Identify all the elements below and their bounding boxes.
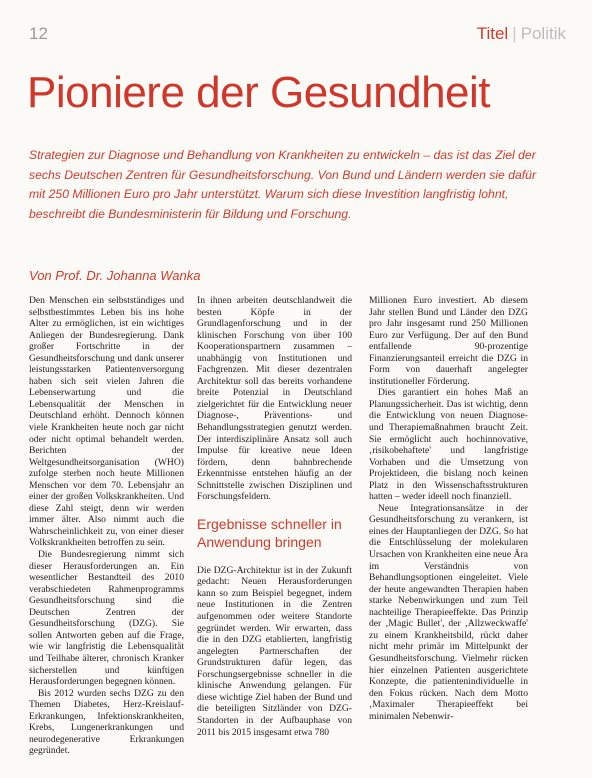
subsection-name: Politik [520,24,566,43]
paragraph: Den Menschen ein selbstständiges und selbstbestimmtes Leben bis ins hohe Alter zu ermöglichen, ist ein wichtiges Anliegen der Bundesregierung. Dank großer Fortschritte in der Gesundheitsforschung und dank unserer leistungsstarken Patientenversorgung haben sich seit vielen Jahren die Lebenserwartung und die Lebensqualität der Menschen in Deutschland erhöht. Dennoch können viele Krankheiten heute noch gar nicht oder nicht optimal behandelt werden. Berichten der Weltgesundheitsorganisation (WHO) zufolge sterben noch heute Millionen Menschen vor dem 70. Lebensjahr an einer der großen Volkskrankheiten. Und diese Zahl steigt, denn wir werden immer älter. Also nimmt auch die Wahrscheinlichkeit zu, von einer dieser Volkskrankheiten betroffen zu sein. [29,295,184,549]
section-label [477,24,566,44]
section-name: Titel [476,24,509,43]
paragraph: Neue Integrationsansätze in der Gesundheitsforschung zu verankern, ist eines der Hauptanliegen der DZG. So hat die Entschlüsselung der molekularen Ursachen von Krankheiten eine neue Ära im Verständnis von Behandlungsoptionen eingeleitet. Viele der heute angewandten Therapien haben starke Nebenwirkungen und zum Teil nachteilige Therapieeffekte. Das Prinzip der ‚Magic Bullet', der ‚Allzweckwaffe' zu einem Krankheitsbild, rückt daher nicht mehr primär im Mittelpunkt der Gesundheitsforschung. Vielmehr rücken hier einzelnen Patienten ausgerichtete Konzepte, die patientenindividuelle in den Fokus rücken. Nach dem Motto ‚Maximaler Therapieeffekt bei minimalen Nebenwir- [369,502,528,722]
paragraph: Die Bundesregierung nimmt sich dieser Herausforderungen an. Ein wesentlicher Bestandteil des 2010 verabschiedeten Rahmenprogramms Gesundheitsforschung sind die Deutschen Zentren der Gesundheitsforschung (DZG). Sie sollen Antworten geben auf die Frage, wie wir langfristig die Lebensqualität und Teilhabe älterer, chronisch Kranker sicherstellen und künftigen Herausforderungen begegnen können. [29,549,184,688]
article-byline: Von Prof. Dr. Johanna Wanka [29,268,201,283]
article-subheading: Ergebnisse schneller in Anwendung bringen [197,515,342,550]
paragraph: Dies garantiert ein hohes Maß an Planungssicherheit. Das ist wichtig, denn die Entwicklung von neuen Diagnose- und Therapiemaßnahmen braucht Zeit. Sie ermöglicht auch hochinnovative, ‚risikobehaftete' und langfristige Vorhaben und die Umsetzung von Projektideen, die bislang noch keinen Platz in den Wissenschaftsstrukturen hatten – weder ideell noch finanziell. [369,387,528,503]
page-number: 12 [29,24,48,43]
text-column-1 [29,295,184,757]
paragraph: In ihnen arbeiten deutschlandweit die besten Köpfe in der Grundlagenforschung und in der klinischen Forschung von über 100 Kooperationspartnern zusammen – unabhängig von Institutionen und Fachgrenzen. Mit dieser dezentralen Architektur soll das bereits vorhandene breite Potenzial in Deutschland zielgerichtet für die Entwicklung neuer Diagnose-, Präventions- und Behandlungsstrategien genutzt werden. Der interdisziplinäre Ansatz soll auch Impulse für kreative neue Ideen fördern, denn bahnbrechende Erkenntnisse entstehen häufig an der Schnittstelle zwischen Disziplinen und Forschungsfeldern. [197,295,352,503]
article-lead: Strategien zur Diagnose und Behandlung von Krankheiten zu entwickeln – das ist das Ziel der sechs Deutschen Zentren für Gesundheitsforschung. Von Bund und Ländern werden sie dafür mit 250 Millionen Euro pro Jahr unterstützt. Warum sich diese Investition langfristig lohnt, beschreibt die Bundesministerin für Bildung und Forschung. [29,148,537,221]
paragraph: Die DZG-Architektur ist in der Zukunft gedacht: Neuen Herausforderungen kann so zum Beispiel begegnet, indem neue Institutionen in die Zentren aufgenommen oder weitere Standorte gegründet werden. Wir erwarten, dass die in den DZG etablierten, langfristig angelegten Partnerschaften der Grundstrukturen dafür legen, das Forschungsergebnisse schneller in die klinische Anwendung gelangen. Für diese wichtige Ziel haben der Bund und die beteiligten Sitzländer von DZG-Standorten in der Aufbauphase von 2011 bis 2015 insgesamt etwa 780 [197,564,352,738]
text-column-2 [197,295,352,738]
text-column-3 [369,295,528,722]
paragraph: Millionen Euro investiert. Ab diesem Jahr stellen Bund und Länder den DZG pro Jahr insgesamt rund 250 Millionen Euro zur Verfügung. Der auf den Bund entfallende 90-prozentige Finanzierungsanteil erreicht die DZG in Form von dauerhaft angelegter institutioneller Förderung. [369,295,528,387]
article-headline: Pioniere der Gesundheit [27,68,491,117]
paragraph: Bis 2012 wurden sechs DZG zu den Themen Diabetes, Herz-Kreislauf-Erkrankungen, Infektionskrankheiten, Krebs, Lungenerkrankungen und neurodegenerative Erkrankungen gegründet. [29,687,184,757]
section-separator: | [512,24,517,43]
